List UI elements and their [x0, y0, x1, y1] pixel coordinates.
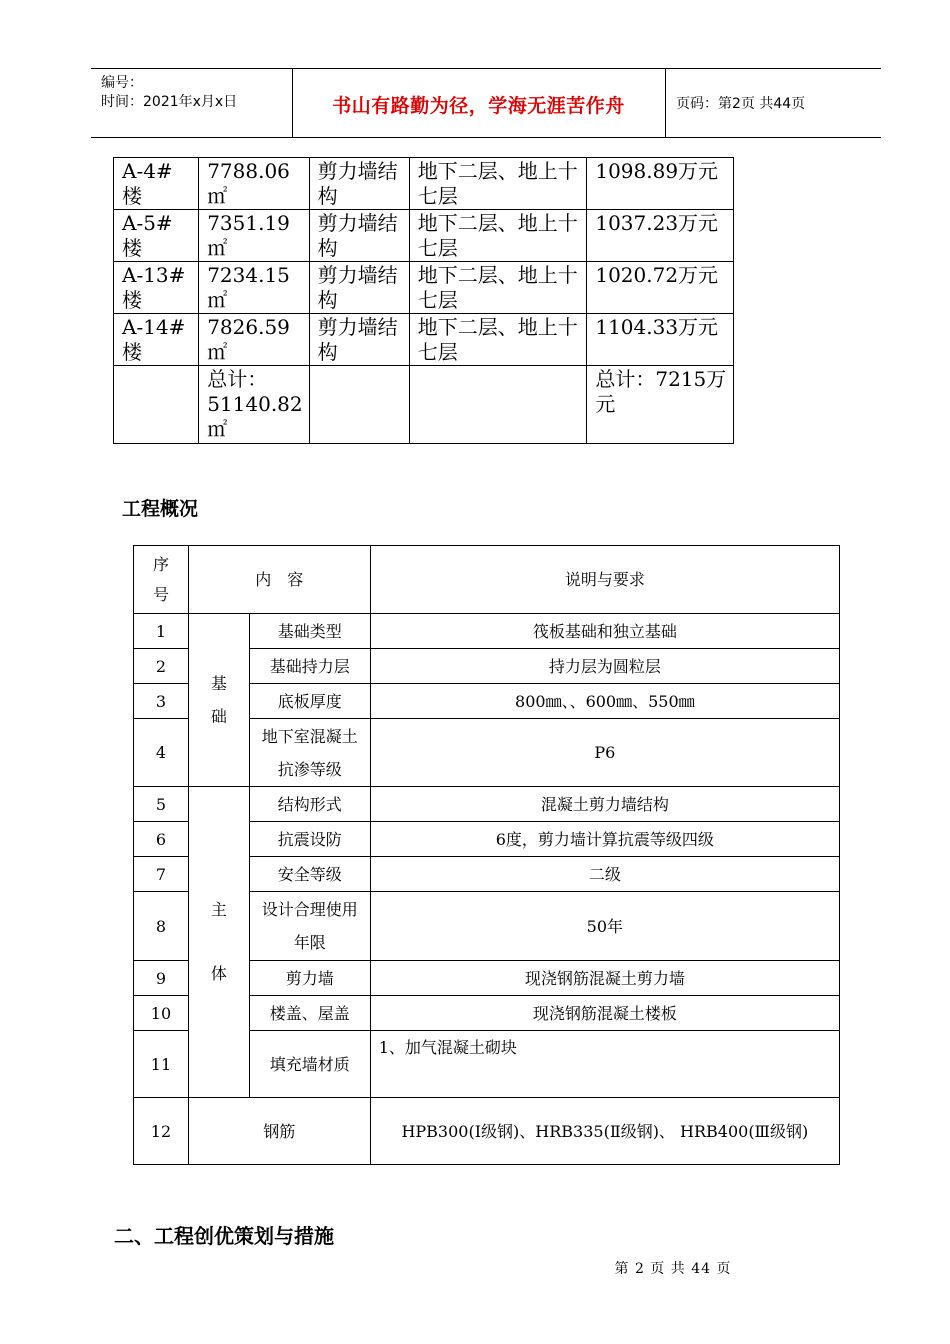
row-number: 8 [134, 892, 189, 961]
row-item: 基础类型 [249, 614, 370, 649]
header-page-number: 页码：第2页 共44页 [676, 96, 806, 112]
building-floors: 地下二层、地上十七层 [409, 210, 587, 262]
header-motto: 书山有路勤为径，学海无涯苦作舟 [332, 95, 625, 117]
group-main-text: 主体 [210, 900, 227, 983]
row-number: 9 [134, 961, 189, 996]
building-area: 7234.15㎡ [199, 262, 309, 314]
empty-cell [309, 366, 409, 444]
row-item: 剪力墙 [249, 961, 370, 996]
building-structure: 剪力墙结构 [309, 158, 409, 210]
group-main [188, 787, 249, 1098]
row-desc: 6度，剪力墙计算抗震等级四级 [370, 822, 839, 857]
row-desc: 50年 [370, 892, 839, 961]
total-cost: 总计：7215万元 [587, 366, 734, 444]
row-number: 2 [134, 649, 189, 684]
row-number: 5 [134, 787, 189, 822]
building-floors: 地下二层、地上十七层 [409, 262, 587, 314]
total-area: 总计：51140.82㎡ [199, 366, 309, 444]
header-desc: 说明与要求 [370, 546, 839, 614]
building-cost: 1104.33万元 [587, 314, 734, 366]
table-row-total [114, 366, 734, 444]
building-area: 7351.19㎡ [199, 210, 309, 262]
building-name: A-14#楼 [114, 314, 199, 366]
row-number: 3 [134, 684, 189, 719]
row-desc: HPB300(Ⅰ级钢)、HRB335(Ⅱ级钢)、 HRB400(Ⅲ级钢) [370, 1098, 839, 1165]
row-item: 填充墙材质 [249, 1031, 370, 1098]
header-center-cell [292, 69, 666, 137]
building-structure: 剪力墙结构 [309, 210, 409, 262]
building-name: A-13#楼 [114, 262, 199, 314]
table-row [114, 158, 734, 210]
row-desc: 二级 [370, 857, 839, 892]
row-desc: 持力层为圆粒层 [370, 649, 839, 684]
section-title-strategy: 二、工程创优策划与措施 [114, 1224, 334, 1248]
row-item: 设计合理使用年限 [249, 892, 370, 961]
row-item: 楼盖、屋盖 [249, 996, 370, 1031]
row-item: 底板厚度 [249, 684, 370, 719]
overview-table [133, 545, 840, 1165]
page-header [91, 68, 881, 138]
group-foundation [188, 614, 249, 787]
row-number: 10 [134, 996, 189, 1031]
row-number: 6 [134, 822, 189, 857]
building-area: 7788.06㎡ [199, 158, 309, 210]
buildings-table [113, 157, 734, 444]
row-desc: P6 [370, 719, 839, 787]
table-row [114, 210, 734, 262]
row-item: 钢筋 [188, 1098, 370, 1165]
header-seq [134, 546, 189, 614]
building-structure: 剪力墙结构 [309, 262, 409, 314]
header-seq-text: 序号 [152, 554, 169, 604]
building-cost: 1037.23万元 [587, 210, 734, 262]
row-desc: 筏板基础和独立基础 [370, 614, 839, 649]
table-header-row [134, 546, 840, 614]
row-number: 7 [134, 857, 189, 892]
table-row [134, 1098, 840, 1165]
row-desc: 现浇钢筋混凝土楼板 [370, 996, 839, 1031]
row-number: 4 [134, 719, 189, 787]
empty-cell [409, 366, 587, 444]
building-name: A-5#楼 [114, 210, 199, 262]
empty-cell [114, 366, 199, 444]
table-row [114, 262, 734, 314]
building-cost: 1020.72万元 [587, 262, 734, 314]
header-right-cell [666, 69, 881, 137]
row-desc: 800㎜、、600㎜、550㎜ [370, 684, 839, 719]
row-item: 地下室混凝土抗渗等级 [249, 719, 370, 787]
group-foundation-text: 基础 [210, 674, 227, 726]
row-item: 安全等级 [249, 857, 370, 892]
row-desc: 混凝土剪力墙结构 [370, 787, 839, 822]
header-number: 编号： [101, 75, 143, 91]
header-left-cell [91, 69, 293, 137]
building-floors: 地下二层、地上十七层 [409, 158, 587, 210]
section-title-overview: 工程概况 [122, 498, 199, 520]
building-area: 7826.59㎡ [199, 314, 309, 366]
building-name: A-4#楼 [114, 158, 199, 210]
row-desc: 现浇钢筋混凝土剪力墙 [370, 961, 839, 996]
header-content: 内 容 [188, 546, 370, 614]
header-time: 时间：2021年x月x日 [101, 94, 238, 110]
row-item: 抗震设防 [249, 822, 370, 857]
row-number: 12 [134, 1098, 189, 1165]
row-item: 结构形式 [249, 787, 370, 822]
page-footer: 第 2 页 共 44 页 [614, 1261, 732, 1277]
table-row [134, 787, 840, 822]
building-structure: 剪力墙结构 [309, 314, 409, 366]
building-cost: 1098.89万元 [587, 158, 734, 210]
table-row [114, 314, 734, 366]
row-desc: 1、加气混凝土砌块 [370, 1031, 839, 1098]
table-row [134, 614, 840, 649]
building-floors: 地下二层、地上十七层 [409, 314, 587, 366]
row-number: 1 [134, 614, 189, 649]
row-number: 11 [134, 1031, 189, 1098]
row-item: 基础持力层 [249, 649, 370, 684]
